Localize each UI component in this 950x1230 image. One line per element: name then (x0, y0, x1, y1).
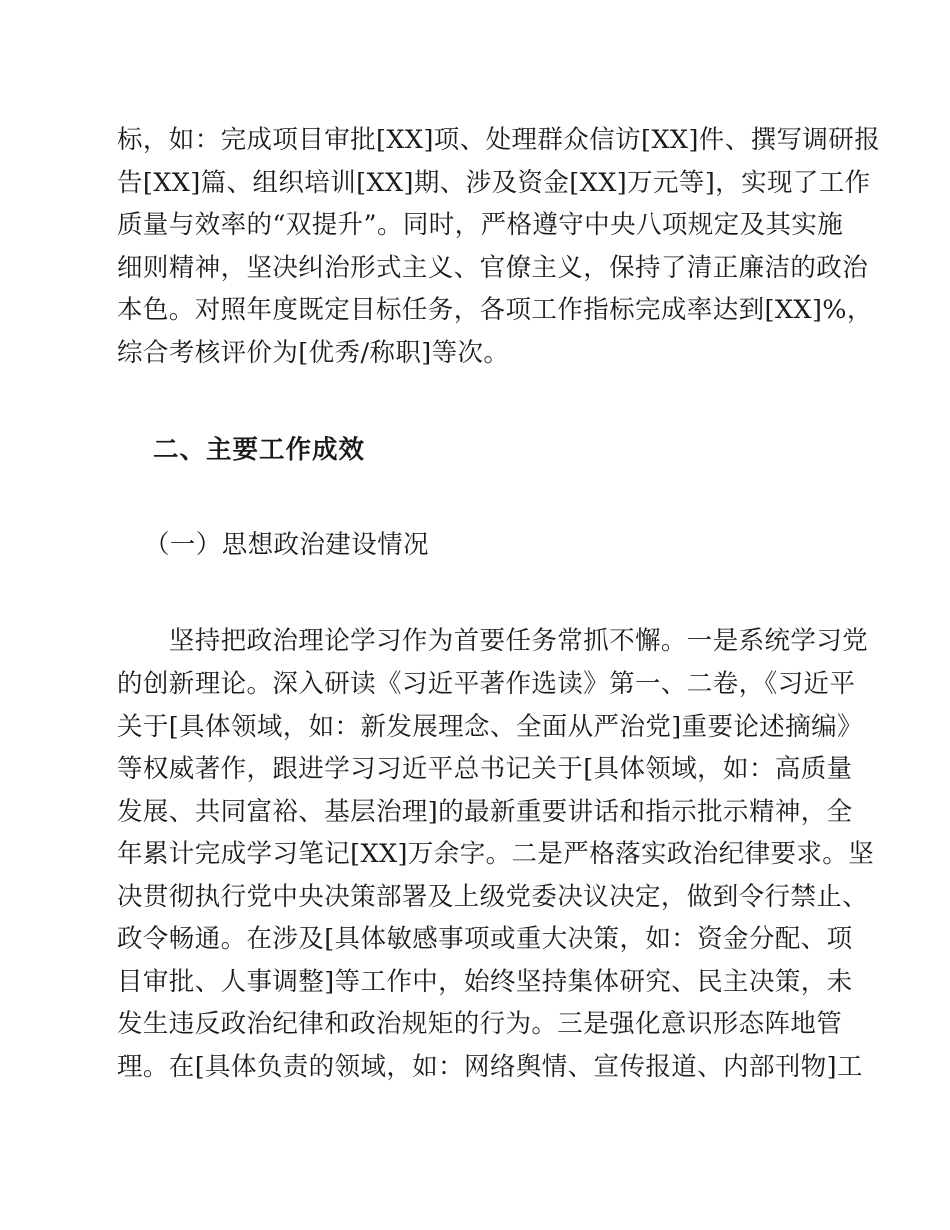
paragraph-line: 目审批、人事调整]等工作中，始终坚持集体研究、民主决策，未 (117, 967, 853, 997)
paragraph-line: 发生违反政治纪律和政治规矩的行为。三是强化意识形态阵地管 (117, 1009, 843, 1039)
section-heading: 二、主要工作成效 (153, 435, 366, 465)
paragraph-line: 年累计完成学习笔记[XX]万余字。二是严格落实政治纪律要求。坚 (117, 839, 875, 869)
paragraph-line: 政令畅通。在涉及[具体敏感事项或重大决策，如：资金分配、项 (117, 924, 853, 954)
paragraph-line: 理。在[具体负责的领域，如：网络舆情、宣传报道、内部刊物]工 (117, 1052, 863, 1082)
paragraph-line: 本色。对照年度既定目标任务，各项工作指标完成率达到[XX]%， (117, 295, 873, 325)
paragraph-line: 坚持把政治理论学习作为首要任务常抓不懈。一是系统学习党 (117, 626, 869, 656)
paragraph-line: 标，如：完成项目审批[XX]项、处理群众信访[XX]件、撰写调研报 (117, 125, 881, 155)
paragraph-line: 等权威著作，跟进学习习近平总书记关于[具体领域，如：高质量 (117, 754, 853, 784)
subsection-heading: （一）思想政治建设情况 (144, 530, 429, 560)
paragraph-line: 细则精神，坚决纠治形式主义、官僚主义，保持了清正廉洁的政治 (117, 253, 869, 283)
paragraph-line: 综合考核评价为[优秀/称职]等次。 (117, 338, 510, 368)
paragraph-line: 决贯彻执行党中央决策部署及上级党委决议决定，做到令行禁止、 (117, 882, 869, 912)
paragraph-line: 关于[具体领域，如：新发展理念、全面从严治党]重要论述摘编》 (117, 712, 863, 742)
paragraph-line: 的创新理论。深入研读《习近平著作选读》第一、二卷，《习近平 (117, 669, 856, 699)
paragraph-line: 告[XX]篇、组织培训[XX]期、涉及资金[XX]万元等]，实现了工作 (117, 168, 871, 198)
paragraph-line: 质量与效率的“双提升”。同时，严格遵守中央八项规定及其实施 (117, 210, 844, 240)
paragraph-line: 发展、共同富裕、基层治理]的最新重要讲话和指示批示精神，全 (117, 797, 853, 827)
